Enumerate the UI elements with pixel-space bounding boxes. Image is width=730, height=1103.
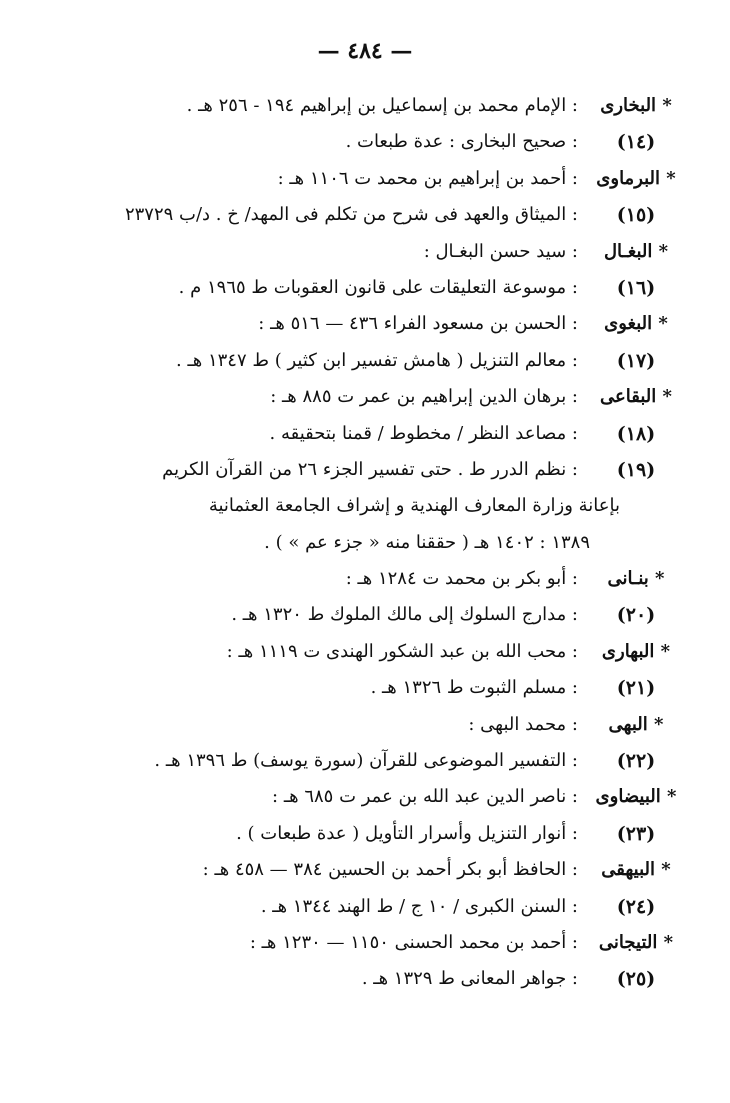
entry-number: (٢٢) bbox=[616, 750, 656, 773]
entry-number: (٢٤) bbox=[616, 895, 656, 918]
entry-text: : أبو بكر بن محمد ت ١٢٨٤ هـ : bbox=[345, 568, 578, 590]
work-entry bbox=[60, 889, 656, 925]
entry-text: : برهان الدين إبراهيم بن عمر ت ٨٨٥ هـ : bbox=[270, 386, 578, 408]
author-name: * البخارى bbox=[600, 95, 672, 116]
entry-text: : الميثاق والعهد فى شرح من تكلم فى المهد/ خ . د/ب ٢٣٧٢٩ bbox=[124, 204, 578, 226]
entry-text: : محب الله بن عبد الشكور الهندى ت ١١١٩ هـ : bbox=[226, 640, 578, 662]
author-entry bbox=[60, 852, 671, 888]
continuation-line bbox=[60, 525, 620, 561]
entry-text: : أنوار التنزيل وأسرار التأويل ( عدة طبعات ) . bbox=[236, 822, 578, 844]
entry-number: (١٦) bbox=[616, 276, 656, 299]
entry-text: : السنن الكبرى / ١٠ ج / ط الهند ١٣٤٤ هـ . bbox=[260, 895, 578, 917]
entry-number: (١٨) bbox=[616, 422, 656, 445]
author-entry bbox=[60, 88, 672, 124]
work-entry bbox=[60, 452, 656, 488]
author-entry bbox=[60, 234, 669, 270]
page-number: — ٤٨٤ — bbox=[317, 38, 413, 64]
entry-text: : سيد حسن البغـال : bbox=[423, 240, 578, 262]
entry-number: (٢٠) bbox=[616, 604, 656, 627]
entry-text: : ناصر الدين عبد الله بن عمر ت ٦٨٥ هـ : bbox=[272, 786, 578, 808]
entry-text: : محمد البهى : bbox=[468, 713, 578, 735]
author-entry bbox=[60, 161, 676, 197]
entry-text: : معالم التنزيل ( هامش تفسير ابن كثير ) ط ١٣٤٧ هـ . bbox=[176, 349, 578, 371]
entry-text: : مصاعد النظر / مخطوط / قمنا بتحقيقه . bbox=[269, 422, 578, 444]
author-name: * البهى bbox=[608, 713, 664, 735]
entry-text: : مسلم الثبوت ط ١٣٢٦ هـ . bbox=[370, 677, 578, 699]
entry-text: : الحافظ أبو بكر أحمد بن الحسين ٣٨٤ — ٤٥٨ هـ : bbox=[202, 859, 578, 881]
entry-text: : أحمد بن إبراهيم بن محمد ت ١١٠٦ هـ : bbox=[277, 167, 578, 189]
author-name: * البغـال bbox=[603, 240, 669, 262]
entry-number: (١٧) bbox=[616, 349, 656, 372]
work-entry bbox=[60, 597, 656, 633]
work-entry bbox=[60, 343, 656, 379]
author-name: * التيجانى bbox=[598, 931, 674, 953]
author-name: * البيهقى bbox=[601, 859, 671, 881]
entry-text: : صحيح البخارى : عدة طبعات . bbox=[345, 131, 578, 153]
entry-number: (٢٥) bbox=[616, 968, 656, 991]
entry-text: بإعانة وزارة المعارف الهندية و إشراف الجامعة العثمانية bbox=[208, 495, 620, 517]
work-entry bbox=[60, 124, 656, 160]
entry-number: (١٤) bbox=[616, 131, 656, 154]
work-entry bbox=[60, 743, 656, 779]
author-entry bbox=[60, 779, 677, 815]
entry-text: : نظم الدرر ط . حتى تفسير الجزء ٢٦ من القرآن الكريم bbox=[162, 458, 578, 480]
work-entry bbox=[60, 270, 656, 306]
entry-number: (٢١) bbox=[616, 677, 656, 700]
author-entry bbox=[60, 707, 664, 743]
author-entry bbox=[60, 561, 665, 597]
entry-text: : جواهر المعانى ط ١٣٢٩ هـ . bbox=[361, 968, 578, 990]
author-name: * البغوى bbox=[604, 313, 668, 335]
work-entry bbox=[60, 816, 656, 852]
work-entry bbox=[60, 670, 656, 706]
entry-number: (١٥) bbox=[616, 204, 656, 227]
continuation-line bbox=[60, 488, 620, 524]
work-entry bbox=[60, 197, 656, 233]
entry-text: : مدارج السلوك إلى مالك الملوك ط ١٣٢٠ هـ . bbox=[231, 604, 578, 626]
author-name: * البقاعى bbox=[600, 386, 672, 408]
work-entry bbox=[60, 416, 656, 452]
author-entry bbox=[60, 634, 671, 670]
author-name: * البهارى bbox=[601, 640, 671, 662]
author-entry bbox=[60, 306, 668, 342]
author-name: * البيضاوى bbox=[595, 786, 677, 808]
entry-number: (١٩) bbox=[616, 458, 656, 481]
author-entry bbox=[60, 379, 672, 415]
entry-text: : الحسن بن مسعود الفراء ٤٣٦ — ٥١٦ هـ : bbox=[258, 313, 578, 335]
entry-text: : التفسير الموضوعى للقرآن (سورة يوسف) ط ١٣٩٦ هـ . bbox=[154, 750, 578, 772]
entry-text: : الإمام محمد بن إسماعيل بن إبراهيم ١٩٤ - ٢٥٦ هـ . bbox=[186, 95, 578, 116]
work-entry bbox=[60, 961, 656, 997]
entry-text: : موسوعة التعليقات على قانون العقوبات ط ١٩٦٥ م . bbox=[178, 276, 578, 298]
author-name: * البرماوى bbox=[596, 167, 676, 189]
bibliography-list bbox=[60, 88, 677, 998]
entry-text: ١٣٨٩ : ١٤٠٢ هـ ( حققنا منه « جزء عم » ) . bbox=[264, 531, 590, 553]
entry-number: (٢٣) bbox=[616, 822, 656, 845]
author-entry bbox=[60, 925, 674, 961]
entry-text: : أحمد بن محمد الحسنى ١١٥٠ — ١٢٣٠ هـ : bbox=[249, 931, 578, 953]
author-name: * بنـانى bbox=[607, 568, 665, 590]
